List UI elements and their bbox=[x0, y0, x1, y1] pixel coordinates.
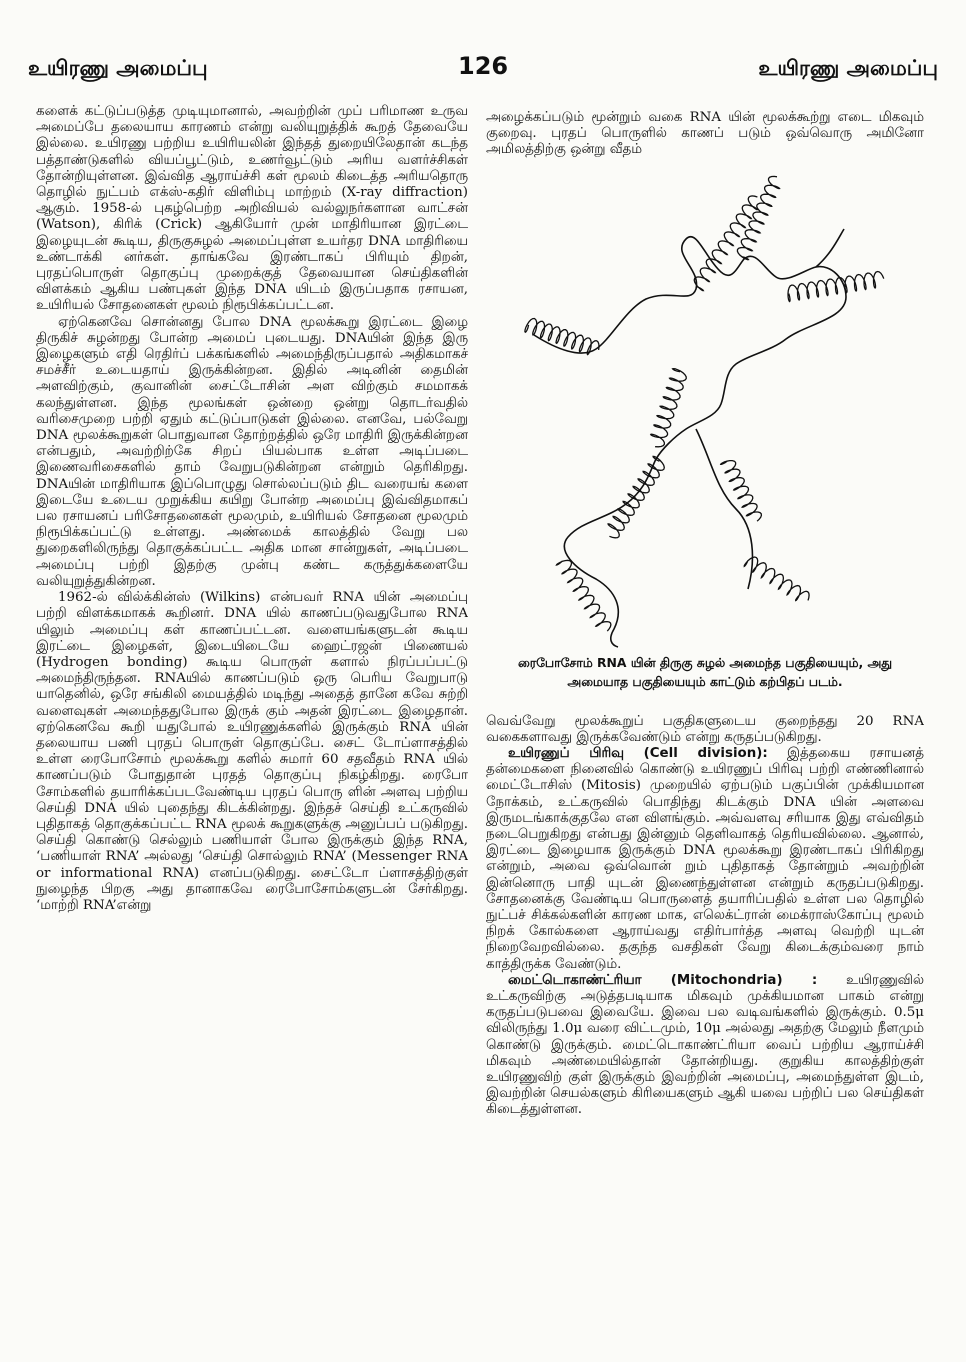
ribosome-rna-diagram bbox=[486, 159, 924, 649]
mitochondria-text: உயிரணுவில் உட்கருவிற்கு அடுத்தபடியாக மிகவும் முக்கியமான பாகம் என்று கருதப்படுபவை இவையே. இவை பல வடிவங்களில் இருக்கும். 0.5μ விலிருந்து 1.0μ வரை விட்டமும், 10μ அல்லது அதற்கு மேலும் நீளமும் கொண்டு இருக்கும். மைட்டொகாண்ட்ரியா வைப் பற்றிய ஆராய்ச்சி மிகவும் அண்மையில்தான் தோன்றியது. குறுகிய காலத்திற்குள் உயிரணுவிற் குள் இருக்கும் இவற்றின் அமைப்பு, அமைந்துள்ள இடம், இவற்றின் செயல்களும் கிரியைகளும் ஆகி யவை பற்றிப் பல செய்திகள் கிடைத்துள்ளன. bbox=[486, 972, 924, 1118]
rna-helix-coil-4 bbox=[788, 271, 884, 301]
paragraph-dna-structure: ஏற்கெனவே சொன்னது போல DNA மூலக்கூறு இரட்டை இழை திருகிச் சுழன்றது போன்ற அமைப் புடையது. DNAயின் இந்த இரு இழைகளும் எதி ரெதிர்ப் பக்கங்களில் அமைந்திருப்பதால் அதிகமாகச் சமச்சீர் உடையதாய் இருக்கின்றன. இதில் அடினின் தைமின் அளவிற்கும், குவானின் சைட்டோசின் அள விற்கும் சமமாகக் கலந்துள்ளன. இந்த மூலங்கள் ஒன்றை ஒன்று தொடர்வதில் வரிசைமுறை பற்றி ஏதும் கட்டுப்பாடுகள் இல்லை. எனவே, பல்வேறு DNA மூலக்கூறுகள் பொதுவான தோற்றத்தில் ஒரே மாதிரி இருக்கின்றன என்பதும், அவற்றிற்கே சிறப் பியல்பாக உள்ள அடிப்படை இணைவரிசைகளில் தாம் வேறுபடுகின்றன என்றும் தெரிகிறது. DNAயின் மாதிரியாக இப்பொழுது சொல்லப்படும் திட வரையங் களை இடையே உடைய முறுக்கிய கயிறு போன்ற அமைப்பு இவ்விதமாகப் பல ரசாயனப் பரிசோதனைகள் மூலமும், உயிரியல் சோதனை மூலமும் நிரூபிக்கப்பட்டு உள்ளது. அண்மைக் காலத்தில் வேறு பல துறைகளிலிருந்து தொகுக்கப்பட்ட அதிக மான சான்றுகள், அடிப்படை அமைப்பு பற்றி இதற்கு முன்பு கண்ட கருத்துக்களையே வலியுறுத்துகின்றன. bbox=[36, 314, 468, 589]
section-mitochondria bbox=[486, 973, 924, 1119]
heading-cell-division: உயிரணுப் பிரிவு (Cell division): bbox=[508, 746, 768, 762]
rna-helix-coil-2 bbox=[694, 196, 757, 291]
rna-helix-coil-3 bbox=[737, 176, 779, 259]
cell-division-text: இத்தகைய ரசாயனத் தன்மைகளை நினைவில் கொண்டு உயிரணுப் பிரிவு பற்றி எண்ணினால் மைட்டோசிஸ் (Mitosis) முறையில் ஏற்படும் பகுப்பின் முக்கியமான நோக்கம், உட்கருவில் பொதிந்து கிடக்கும் DNA யின் அளவை இருமடங்காக்குதலே என விளங்கும். அவ்வளவு சரியாக இது எவ்விதம் நடைபெறுகிறது என்பது இன்னும் தெளிவாகத் தெரியவில்லை. ஆனால், இரட்டை இழையாக இருக்கும் DNA மூலக்கூறு இரண்டாகப் பிரிகிறது என்றும், அவை ஒவ்வொன் றும் புதிதாகத் தோன்றும் அவற்றின் இன்னொரு பாதி யுடன் இணைந்துள்ளன என்றும் கருதப்படுகிறது. சோதனைக்கு வேண்டிய பொருளைத் தயாரிப்பதில் உள்ள பல தொழில் நுட்பச் சிக்கல்களின் காரண மாக, எலெக்ட்ரான் மைக்ராஸ்கோப்பு மூலம் நிறக் கோல்களை ஆராய்வது எதிர்பார்த்த அளவு வெற்றி யுடன் நிறைவேறவில்லை. தகுந்த வசதிகள் வேறு கிடைக்கும்வரை நாம் காத்திருக்க வேண்டும். bbox=[486, 746, 924, 972]
paragraph-rna-continued: அழைக்கப்படும் மூன்றும் வகை RNA யின் மூலக்கூற்று எடை மிகவும் குறைவு. புரதப் பொருளில் காணப் படும் ஒவ்வொரு அமினோ அமிலத்திற்கு ஒன்று வீதம் bbox=[486, 110, 924, 158]
helix-group bbox=[525, 176, 884, 631]
paragraph-xray-diffraction: களைக் கட்டுப்படுத்த முடியுமானால், அவற்றின் முப் பரிமாண உருவ அமைப்பே தலையாய காரணம் என்று வலியுறுத்திக் கூறத் தேவையே இல்லை. உயிரணு பற்றிய உயிரியலின் இந்தத் துறையிலேதான் கடந்த பத்தாண்டுகளில் வியப்பூட்டும், உணர்வூட்டும் அரிய வளர்ச்சிகள் தோன்றியுள்ளன. இவ்வித ஆராய்ச்சி கள் மூலம் கிடைத்த அரியதொரு தொழில் நுட்பம் எக்ஸ்-கதிர் விளிம்பு மாற்றம் (X-ray diffraction) ஆகும். 1958-ல் புகழ்பெற்ற அறிவியல் வல்லுநர்களான வாட்சன் (Watson), கிரிக் (Crick) ஆகியோர் முன் மாதிரியான இரட்டை இழையுடன் கூடிய, திருகுசுழல் அமைப்புள்ள உயர்தர DNA மாதிரியை உண்டாக்கி னர்கள். தாங்கவே இரண்டாகப் பிரியும் திறன், புரதப்பொருள் தொகுப்பு முறைக்குத் தேவையான செய்திகளின் விளக்கம் ஆகிய பண்புகள் இந்த DNA யிடம் இருப்பதாக ரசாயன, உயிரியல் சோதனைகள் மூலம் நிரூபிக்கப்பட்டன. bbox=[36, 104, 468, 314]
left-column bbox=[36, 104, 468, 1336]
running-title-left: உயிரணு அமைப்பு bbox=[28, 56, 208, 80]
rna-helix-coil-9 bbox=[744, 557, 809, 601]
section-cell-division bbox=[486, 746, 924, 973]
page-number: 126 bbox=[458, 52, 509, 80]
figure-caption: ரைபோசோம் RNA யின் திருகு சுழல் அமைந்த பகுதியையும், அது அமையாத பகுதியையும் காட்டும் கற்பிதப் படம். bbox=[517, 654, 893, 689]
page-header bbox=[28, 52, 938, 92]
paragraph-rna-structure: 1962-ல் வில்க்கின்ஸ் (Wilkins) என்பவர் RNA யின் அமைப்பு பற்றி விளக்கமாகக் கூறினர். DNA யில் காணப்படுவதுபோல RNA யிலும் அமைப்பு கள் காணப்பட்டன. வளையங்களுடன் கூடிய இரட்டை இழைகள், இடையிடையே ஹைட்ரஜன் பிணையல் (Hydrogen bonding) கூடிய பொருள் களால் நிரப்பப்பட்டு அமைந்திருந்தன. RNAயில் காணப்படும் ஒரு பெரிய வேறுபாடு யாதெனில், ஒரே சங்கிலி மையத்தில் மடிந்து அதைத் தானே கவே சுற்றி வளைவுகள் அமைந்ததுபோல இருக் கும் அதன் இரட்டை இழைதான். ஏற்கெனவே கூறி யதுபோல் உயிரணுக்களில் இருக்கும் RNA யின் தலையாய பணி புரதப் பொருள் தொகுப்பே. சைட் டோப்ளாசத்தில் உள்ள ரைபோசோம் மூலக்கூறு களில் சுமார் 60 சதவீதம் RNA யில் காணப்படும் போதுதான் புரதத் தொகுப்பு நிகழ்கிறது. ரைபோ சோம்களில் தயாரிக்கப்படவேண்டிய புரதப் பொரு ளின் அளவு பற்றிய செய்தி DNA யில் புதைந்து கிடக்கின்றது. இந்தச் செய்தி உட்கருவில் புதிதாகத் தொகுக்கப்பட்ட RNA மூலக் கூறுகளுக்கு அனுப்பப் படுகிறது. செய்தி கொண்டு செல்லும் பணியாள் போல இருக்கும் இந்த RNA, ‘பணியாள் RNA’ அல்லது ‘செய்தி சொல்லும் RNA’ (Messenger RNA or informational RNA) எனப்படுகிறது. சைட்டோ ப்ளாசத்திற்குள் நுழைந்த பிறகு அது தானாகவே ரைபோசோம்களுடன் சேர்கிறது. ‘மாற்றி RNA’என்று bbox=[36, 590, 468, 913]
rna-helix-coil-6 bbox=[608, 456, 664, 537]
rna-helix-coil-7 bbox=[721, 460, 762, 521]
right-column bbox=[486, 110, 924, 1336]
running-title-right: உயிரணு அமைப்பு bbox=[758, 56, 938, 80]
heading-mitochondria: மைட்டொகாண்ட்ரியா (Mitochondria) : bbox=[508, 972, 818, 988]
paragraph-rna-types: வெவ்வேறு மூலக்கூறுப் பகுதிகளுடைய குறைந்தது 20 RNA வகைகளாவது இருக்கவேண்டும் என்று கருதப்படுகிறது. bbox=[486, 713, 924, 745]
rna-tail-strand bbox=[816, 229, 844, 267]
ribosome-rna-figure bbox=[486, 159, 924, 714]
rna-helix-coil-5 bbox=[651, 368, 686, 446]
